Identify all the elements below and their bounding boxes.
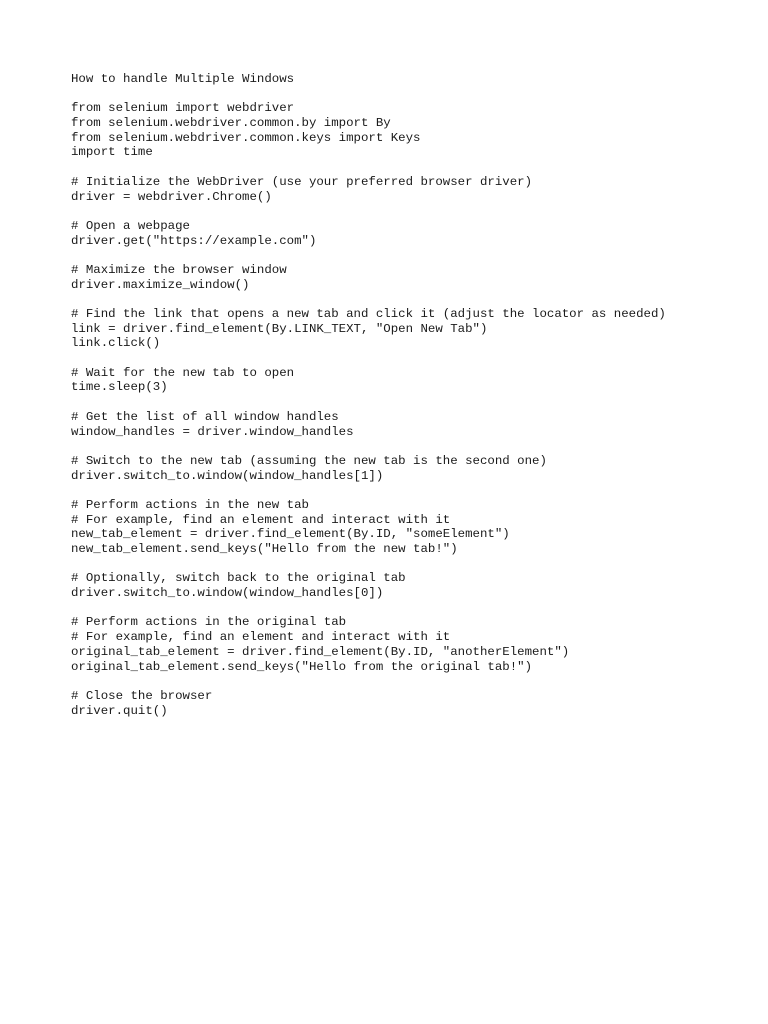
blank-line — [71, 292, 751, 307]
blank-line — [71, 557, 751, 572]
code-line: from selenium import webdriver — [71, 101, 295, 116]
blank-line — [71, 601, 751, 616]
code-line: # Perform actions in the new tab — [71, 497, 309, 512]
code-line: link.click() — [71, 336, 161, 351]
code-line: from selenium.webdriver.common.keys import Keys — [71, 130, 421, 145]
code-line: driver.quit() — [71, 703, 168, 718]
code-line: # Perform actions in the original tab — [71, 615, 347, 630]
code-line: # Initialize the WebDriver (use your preferred browser driver) — [71, 174, 533, 189]
code-line: import time — [71, 145, 153, 160]
code-line: window_handles = driver.window_handles — [71, 424, 354, 439]
code-line: # Optionally, switch back to the original tab — [71, 571, 406, 586]
code-line: # Open a webpage — [71, 218, 190, 233]
blank-line — [71, 395, 751, 410]
code-line: # For example, find an element and interact with it — [71, 512, 451, 527]
code-line: time.sleep(3) — [71, 380, 168, 395]
code-line: from selenium.webdriver.common.by import By — [71, 116, 391, 131]
blank-line — [71, 204, 751, 219]
blank-line — [71, 351, 751, 366]
blank-line — [71, 87, 751, 102]
code-line: driver.switch_to.window(window_handles[1]) — [71, 468, 384, 483]
code-document — [71, 72, 751, 718]
blank-line — [71, 674, 751, 689]
blank-line — [71, 439, 751, 454]
code-line: new_tab_element.send_keys("Hello from the new tab!") — [71, 542, 458, 556]
code-line: # Find the link that opens a new tab and click it (adjust the locator as needed) — [71, 307, 666, 321]
code-line: driver.maximize_window() — [71, 277, 250, 292]
code-line: original_tab_element.send_keys("Hello from the original tab!") — [71, 659, 533, 674]
document-title: How to handle Multiple Windows — [71, 72, 295, 86]
blank-line — [71, 160, 751, 175]
blank-line — [71, 483, 751, 498]
code-line: driver = webdriver.Chrome() — [71, 189, 272, 204]
code-line: driver.get("https://example.com") — [71, 233, 317, 248]
blank-line — [71, 248, 751, 263]
code-line: # Wait for the new tab to open — [71, 365, 295, 380]
code-line: original_tab_element = driver.find_element(By.ID, "anotherElement") — [71, 644, 570, 659]
code-line: # Close the browser — [71, 688, 213, 703]
code-line: link = driver.find_element(By.LINK_TEXT, "Open New Tab") — [71, 321, 488, 336]
code-line: new_tab_element = driver.find_element(By.ID, "someElement") — [71, 527, 510, 542]
code-line: # Get the list of all window handles — [71, 409, 339, 424]
code-line: driver.switch_to.window(window_handles[0]) — [71, 586, 384, 601]
code-line: # Switch to the new tab (assuming the new tab is the second one) — [71, 453, 547, 468]
code-line: # For example, find an element and interact with it — [71, 630, 451, 645]
code-line: # Maximize the browser window — [71, 262, 287, 277]
